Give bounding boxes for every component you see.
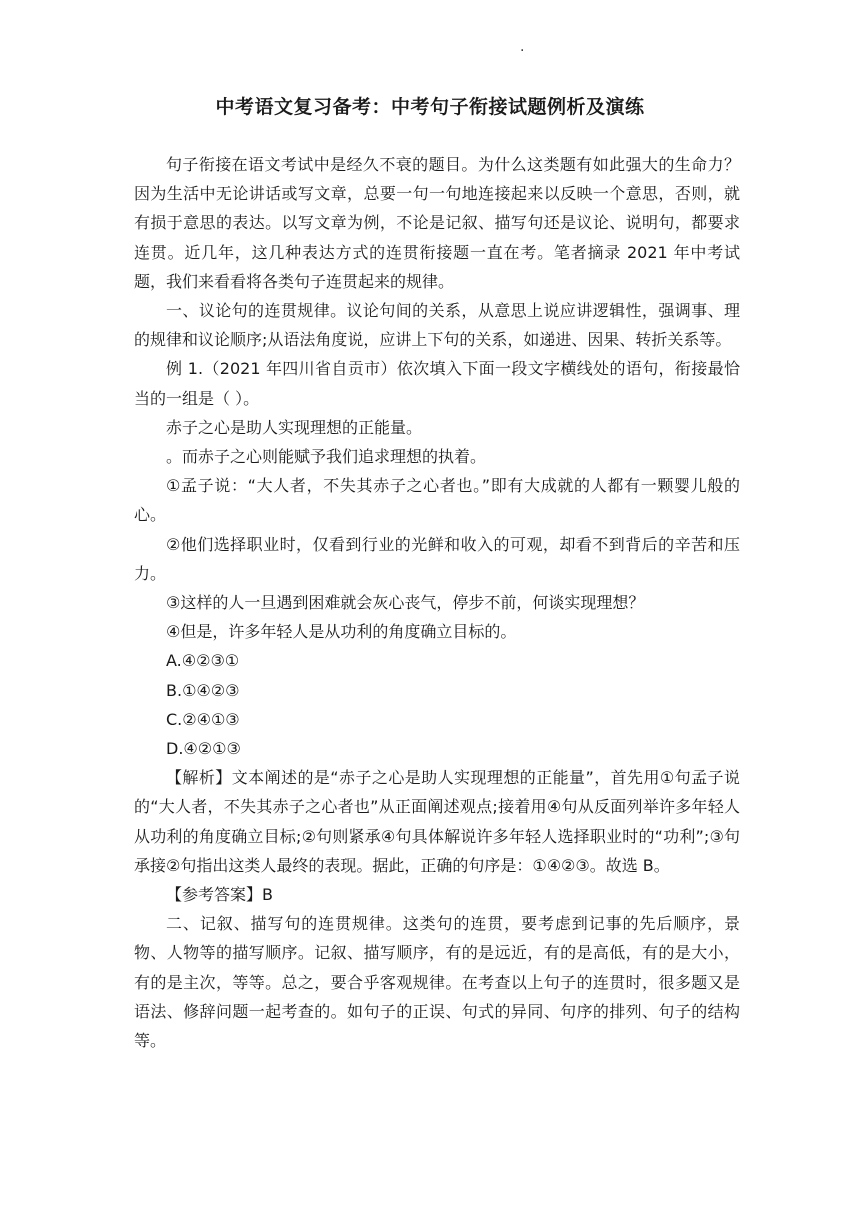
option-a: A.④②③① — [166, 651, 240, 671]
example-1-question: 例 1.（2021 年四川省自贡市）依次填入下面一段文字横线处的语句，衔接最恰当的一组是（ ）。 — [134, 359, 740, 408]
sentence-3: ③这样的人一旦遇到困难就会灰心丧气，停步不前，何谈实现理想？ — [166, 593, 645, 613]
analysis-paragraph: 【解析】文本阐述的是“赤子之心是助人实现理想的正能量”，首先用①句孟子说的“大人者，不失其赤子之心者也”从正面阐述观点;接着用④句从反面列举许多年轻人从功利的角度确立目标;②句则紧承④句具体解说许多年轻人选择职业时的“功利”;③句承接②句指出这类人最终的表现。据此，正确的句序是：①④②③。故选 B。 — [134, 768, 740, 875]
section-1-paragraph: 一、议论句的连贯规律。议论句间的关系，从意思上说应讲逻辑性，强调事、理的规律和议论顺序;从语法角度说，应讲上下句的关系，如递进、因果、转折关系等。 — [134, 301, 740, 350]
example-1-text-line-1: 赤子之心是助人实现理想的正能量。 — [166, 417, 423, 437]
example-1-text-line-2: 。而赤子之心则能赋予我们追求理想的执着。 — [166, 447, 487, 467]
answer-line: 【参考答案】B — [166, 885, 273, 905]
intro-paragraph: 句子衔接在语文考试中是经久不衰的题目。为什么这类题有如此强大的生命力？因为生活中无论讲话或写文章，总要一句一句地连接起来以反映一个意思，否则，就有损于意思的表达。以写文章为例，不论是记叙、描写句还是议论、说明句，都要求连贯。近几年，这几种表达方式的连贯衔接题一直在考。笔者摘录 2021 年中考试题，我们来看看将各类句子连贯起来的规律。 — [134, 155, 740, 291]
section-2-paragraph: 二、记叙、描写句的连贯规律。这类句的连贯，要考虑到记事的先后顺序，景物、人物等的描写顺序。记叙、描写顺序，有的是远近，有的是高低，有的是大小，有的是主次，等等。总之，要合乎客观规律。在考查以上句子的连贯时，很多题又是语法、修辞问题一起考查的。如句子的正误、句式的异同、句序的排列、句子的结构等。 — [134, 914, 740, 1051]
option-b: B.①④②③ — [166, 680, 240, 700]
option-c: C.②④①③ — [166, 709, 240, 729]
sentence-2: ②他们选择职业时，仅看到行业的光鲜和收入的可观，却看不到背后的辛苦和压力。 — [134, 534, 740, 583]
option-d: D.④②①③ — [166, 739, 241, 759]
document-title: 中考语文复习备考：中考句子衔接试题例析及演练 — [215, 96, 645, 118]
sentence-1: ①孟子说：“大人者，不失其赤子之心者也。”即有大成就的人都有一颗婴儿般的心。 — [134, 476, 740, 525]
document-body — [134, 150, 740, 1055]
sentence-4: ④但是，许多年轻人是从功利的角度确立目标的。 — [166, 622, 517, 642]
header-mark: . — [520, 39, 525, 55]
